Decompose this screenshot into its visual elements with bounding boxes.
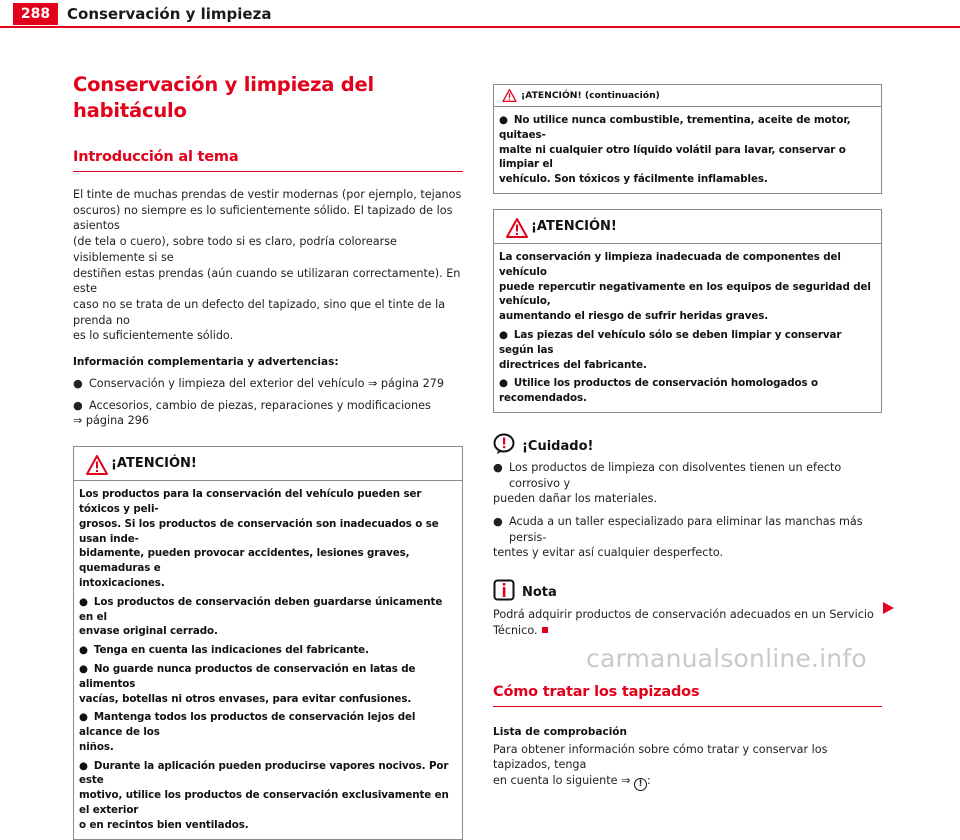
warning-bullet: ● Los productos de conservación deben guardarse únicamente en el envase original cerrado. (79, 595, 443, 638)
warning-bullet: ● No guarde nunca productos de conservación en latas de alimentos vacías, botellas ni otros envases, para evitar confusiones. (79, 662, 416, 705)
warning-bullet: ● Tenga en cuenta las indicaciones del fabricante. (79, 644, 369, 657)
end-marker-icon (542, 627, 548, 633)
warning-title: ¡ATENCIÓN! (531, 218, 617, 234)
note-icon (493, 579, 515, 601)
checklist-heading: Lista de comprobación (493, 725, 627, 738)
warning-body (494, 107, 881, 193)
warning-header (494, 85, 881, 107)
info-bullet[interactable]: ● Conservación y limpieza del exterior del vehículo ⇒ página 279 (73, 377, 444, 391)
warning-box-2 (493, 209, 882, 413)
info-bullet[interactable]: ● Accesorios, cambio de piezas, reparaciones y modificaciones ⇒ página 296 (73, 398, 431, 428)
note-body: Podrá adquirir productos de conservación adecuados en un Servicio Técnico. (493, 608, 874, 637)
warning-bullet: ● Mantenga todos los productos de conservación lejos del alcance de los niños. (79, 711, 416, 753)
warning-triangle-icon (86, 455, 108, 475)
note-header (493, 579, 882, 603)
main-title: Conservación y limpieza del habitáculo (73, 73, 375, 122)
warning-bullet: ● Las piezas del vehículo sólo se deben limpiar y conservar según las directrices del fabricante. (499, 328, 842, 371)
watermark: carmanualsonline.info (586, 644, 867, 673)
warning-body: Los productos para la conservación del vehículo pueden ser tóxicos y peli- grosos. Si los productos de conservación son inadecuados o se usan inde- bidamente, pueden provocar accidentes, lesiones graves, quemaduras e intoxicaciones. ● Los productos de conservación deben guardarse únicamente en el envase original cerrado. ● Tenga en cuenta las indicaciones del fabricante. ● No guarde nunca productos de conservación en latas de alimentos vacías, botellas ni otros envases, para evitar confusiones. ● Mantenga todos los productos de conservación lejos del alcance de los niños. ● Durante la aplicación pueden producirse vapores nocivos. Por este motivo, utilice los productos de conservación exclusivamente en el exterior o en recintos bien ventilados. (74, 481, 462, 839)
warning-triangle-icon (506, 218, 528, 238)
caution-icon (493, 433, 515, 455)
next-page-arrow-icon[interactable] (883, 602, 894, 614)
caution-bullet: ● Los productos de limpieza con disolventes tienen un efecto corrosivo y pueden dañar los materiales. (493, 460, 842, 506)
section-rule (73, 171, 463, 172)
section-heading-intro: Introducción al tema (73, 149, 239, 165)
section-heading-tapizados: Cómo tratar los tapizados (493, 683, 700, 700)
warning-bullet: ● Utilice los productos de conservación homologados o recomendados. (499, 377, 818, 405)
caution-title: ¡Cuidado! (522, 438, 594, 454)
checklist-paragraph: Para obtener información sobre cómo tratar y conservar los tapizados, tenga en cuenta lo siguiente ⇒ ! : (493, 742, 828, 789)
caution-header (493, 433, 882, 457)
bullet-dot: ● (73, 377, 83, 391)
page-number: 288 (13, 3, 58, 25)
left-column (73, 72, 463, 840)
bullet-dot: ● (73, 398, 83, 412)
caution-bullet: ● Acuda a un taller especializado para eliminar las manchas más persis- tentes y evitar así cualquier desperfecto. (493, 515, 863, 560)
page-header (0, 0, 960, 30)
right-column (493, 84, 882, 791)
warning-header (74, 447, 462, 481)
running-title: Conservación y limpieza (67, 5, 272, 23)
warning-title: ¡ATENCIÓN! (111, 456, 197, 472)
note-title: Nota (522, 585, 557, 601)
section-rule (493, 706, 882, 707)
header-rule (0, 26, 960, 28)
warning-body: La conservación y limpieza inadecuada de componentes del vehículo puede repercutir negativamente en los equipos de seguridad del vehículo, aumentando el riesgo de sufrir heridas graves. ● Las piezas del vehículo sólo se deben limpiar y conservar según las directrices del fabricante. ● Utilice los productos de conservación homologados o recomendados. (494, 244, 881, 412)
info-heading: Información complementaria y advertencias: (73, 356, 339, 369)
caution-ref-icon[interactable]: ! (634, 778, 647, 791)
intro-paragraph: El tinte de muchas prendas de vestir modernas (por ejemplo, tejanos oscuros) no siempre es lo suficientemente sólido. El tapizado de los asientos (de tela o cuero), sobre todo si es claro, podría colorearse visiblemente si se destiñen estas prendas (aún cuando se utilizaran correctamente). En este caso no se trata de un defecto del tapizado, sino que el tinte de la prenda no es lo suficientemente sólido. (73, 188, 462, 343)
warning-box (73, 446, 463, 840)
warning-bullet: ● Durante la aplicación pueden producirse vapores nocivos. Por este motivo, utilice los productos de conservación exclusivamente en el exterior o en recintos bien ventilados. (79, 759, 449, 831)
warning-title: ¡ATENCIÓN! (continuación) (521, 90, 660, 101)
warning-triangle-icon (502, 89, 517, 102)
warning-box-continued (493, 84, 882, 194)
warning-bullet: ● No utilice nunca combustible, trementina, aceite de motor, quitaes- malte ni cualquier otro líquido volátil para lavar, conservar o limpiar el vehículo. Son tóxicos y fácilmente inflamables. (499, 114, 851, 186)
warning-header (494, 210, 881, 244)
